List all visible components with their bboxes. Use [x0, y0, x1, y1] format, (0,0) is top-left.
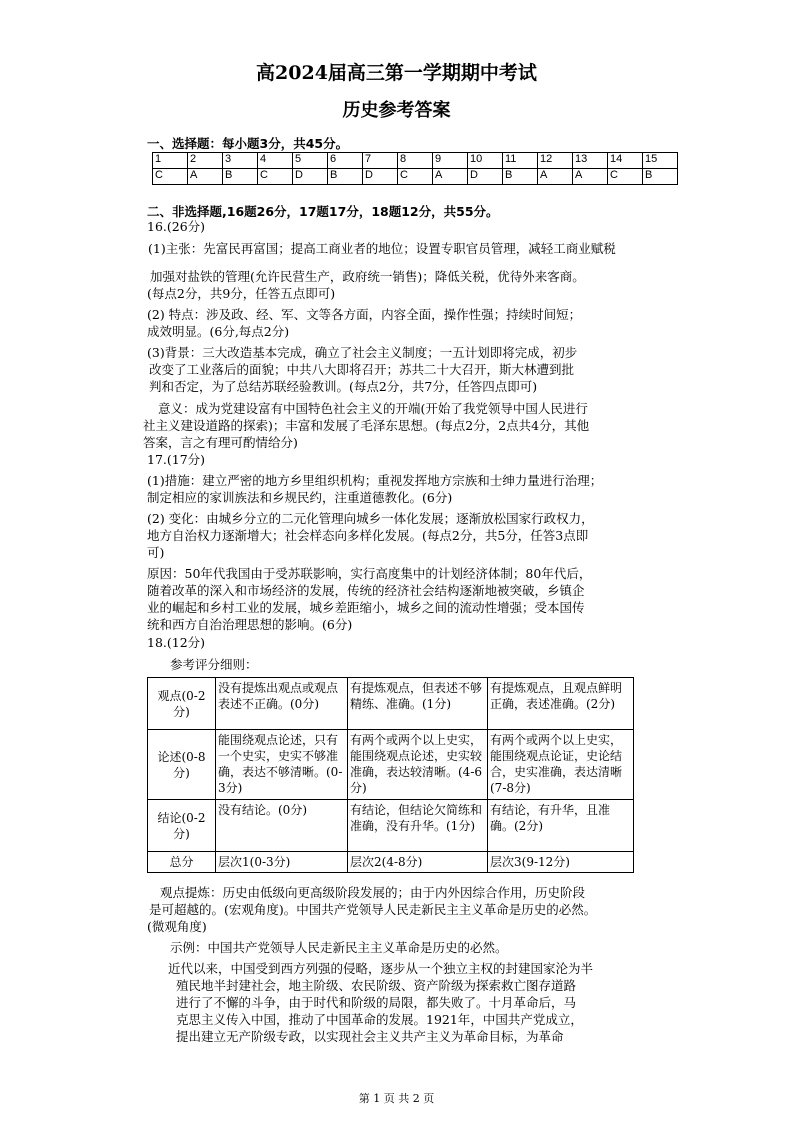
q16-line: (3)背景：三大改造基本完成，确立了社会主义制度；一五计划即将完成，初步: [147, 345, 578, 360]
q16-line: (每点2分，共9分，任答五点即可): [147, 286, 336, 301]
q18-line: 进行了不懈的斗争，由于时代和阶级的局限，都失败了。十月革命后，马: [176, 995, 577, 1010]
rubric-row-viewpoint: [148, 678, 634, 730]
q16-line: 成效明显。(6分,每点2分): [147, 324, 290, 339]
rubric-row-argument: [148, 730, 634, 800]
rubric-criterion: 观点(0-2分): [148, 678, 216, 730]
rubric-cell: 层次3(9-12分): [488, 852, 634, 873]
q16-line: 判和否定，为了总结苏联经验教训。(每点2分，共7分，任答四点即可): [149, 379, 538, 394]
exam-title: 高2024届高三第一学期期中考试: [256, 62, 537, 84]
q16-line: 答案，言之有理可酌情给分): [143, 435, 298, 450]
rubric-cell: 没有结论。(0分): [216, 800, 348, 852]
page-footer: 第 1 页 共 2 页: [358, 1092, 435, 1105]
q17-line: 原因：50年代我国由于受苏联影响，实行高度集中的计划经济体制；80年代后，: [147, 566, 592, 581]
mc-answer: C: [608, 169, 643, 185]
mc-answer: B: [643, 169, 678, 185]
q16-line: (2) 特点：涉及政、经、军、文等各方面，内容全面，操作性强；持续时间短；: [147, 307, 582, 322]
mc-answer: D: [363, 169, 398, 185]
rubric-criterion: 总分: [148, 852, 216, 873]
mc-answer: A: [433, 169, 468, 185]
mc-num: 7: [363, 153, 398, 169]
page-subtitle: 历史参考答案: [342, 100, 451, 121]
mc-answer: D: [293, 169, 328, 185]
mc-answer: B: [503, 169, 538, 185]
mc-answer: B: [328, 169, 363, 185]
q18-line: 殖民地半封建社会，地主阶级、农民阶级、资产阶级为探索救亡图存道路: [176, 978, 577, 993]
q17-line: 可): [147, 545, 165, 560]
q16-heading: 16.(26分): [147, 219, 206, 234]
mc-answer: C: [258, 169, 293, 185]
mc-num: 11: [503, 153, 538, 169]
mc-num: 6: [328, 153, 363, 169]
mc-answer: C: [398, 169, 433, 185]
q18-heading: 18.(12分): [147, 635, 206, 650]
mc-num: 4: [258, 153, 293, 169]
rubric-cell: 没有提炼出观点或观点表述不正确。(0分): [216, 678, 348, 730]
mc-num: 2: [188, 153, 223, 169]
rubric-title: 参考评分细则：: [170, 657, 258, 672]
mc-num: 12: [538, 153, 573, 169]
q18-line: (微观角度): [147, 919, 207, 934]
rubric-cell: 有提炼观点，且观点鲜明正确，表述准确。(2分): [488, 678, 634, 730]
q17-line: (1)措施：建立严密的地方乡里组织机构；重视发挥地方宗族和士绅力量进行治理；: [147, 473, 603, 488]
q17-line: (2) 变化：由城乡分立的二元化管理向城乡一体化发展；逐渐放松国家行政权力，: [147, 511, 594, 526]
q18-line: 是可超越的。(宏观角度)。中国共产党领导人民走新民主主义革命是历史的必然。: [149, 902, 597, 917]
q16-line: 意义：成为党建设富有中国特色社会主义的开端(开始了我党领导中国人民进行: [158, 401, 588, 416]
q18-line: 示例：中国共产党领导人民走新民主主义革命是历史的必然。: [170, 940, 508, 955]
mc-answer-row: [153, 169, 678, 185]
rubric-cell: 有提炼观点，但表述不够精练、准确。(1分): [348, 678, 488, 730]
mc-answer: A: [538, 169, 573, 185]
mc-num: 8: [398, 153, 433, 169]
rubric-cell: 有两个或两个以上史实，能围绕观点论证，史论结合，史实准确，表达清晰(7-8分): [488, 730, 634, 800]
q17-heading: 17.(17分): [147, 452, 206, 467]
rubric-cell: 有结论，有升华，且准确。(2分): [488, 800, 634, 852]
mc-num: 10: [468, 153, 503, 169]
q16-line: 社主义建设道路的探索)；丰富和发展了毛泽东思想。(每点2分，2点共4分，其他: [143, 418, 590, 433]
mc-num: 1: [153, 153, 188, 169]
q17-line: 统和西方自治治理思想的影响。(6分): [147, 617, 353, 632]
mc-num: 13: [573, 153, 608, 169]
rubric-table: [147, 677, 634, 873]
q18-line: 提出建立无产阶级专政，以实现社会主义共产主义为革命目标，为革命: [176, 1029, 564, 1044]
mc-num: 3: [223, 153, 258, 169]
rubric-cell: 层次1(0-3分): [216, 852, 348, 873]
rubric-cell: 有结论，但结论欠简练和准确，没有升华。(1分): [348, 800, 488, 852]
rubric-cell: 能围绕观点论述，只有一个史实，史实不够准确，表达不够清晰。(0-3分): [216, 730, 348, 800]
mc-num: 15: [643, 153, 678, 169]
q17-line: 地方自治权力逐渐增大；社会样态向多样化发展。(每点2分，共5分，任答3点即: [147, 528, 589, 543]
q17-line: 制定相应的家训族法和乡规民约，注重道德教化。(6分): [147, 490, 453, 505]
q16-line: (1)主张：先富民再富国；提高工商业者的地位；设置专职官员管理，减轻工商业赋税: [148, 241, 616, 256]
rubric-cell: 层次2(4-8分): [348, 852, 488, 873]
rubric-row-conclusion: [148, 800, 634, 852]
q17-line: 随着改革的深入和市场经济的发展，传统的经济社会结构逐渐地被突破，乡镇企: [147, 583, 585, 598]
q18-line: 近代以来，中国受到西方列强的侵略，逐步从一个独立主权的封建国家沦为半: [168, 961, 594, 976]
mc-answer: A: [188, 169, 223, 185]
q18-line: 克思主义传入中国，推动了中国革命的发展。1921年，中国共产党成立，: [176, 1012, 583, 1027]
mc-answer: D: [468, 169, 503, 185]
rubric-row-total: [148, 852, 634, 873]
mc-num: 14: [608, 153, 643, 169]
q17-line: 业的崛起和乡村工业的发展，城乡差距缩小，城乡之间的流动性增强；受本国传: [147, 600, 585, 615]
mc-number-row: [153, 153, 678, 169]
rubric-criterion: 论述(0-8分): [148, 730, 216, 800]
mc-answer: C: [153, 169, 188, 185]
mc-num: 9: [433, 153, 468, 169]
mc-answer: A: [573, 169, 608, 185]
q18-line: 观点提炼：历史由低级向更高级阶段发展的；由于内外因综合作用，历史阶段: [160, 885, 586, 900]
mc-answer: B: [223, 169, 258, 185]
mc-num: 5: [293, 153, 328, 169]
rubric-cell: 有两个或两个以上史实，能围绕观点论述，史实较准确，表达较清晰。(4-6分): [348, 730, 488, 800]
section-1-heading: 一、选择题：每小题3分，共45分。: [147, 136, 349, 151]
section-2-heading: 二、非选择题,16题26分，17题17分，18题12分，共55分。: [147, 204, 499, 219]
q16-line: 加强对盐铁的管理(允许民营生产，政府统一销售)；降低关税，优待外来客商。: [150, 269, 585, 284]
q16-line: 改变了工业落后的面貌；中共八大即将召开；苏共二十大召开，斯大林遭到批: [149, 362, 575, 377]
mc-answer-table: [152, 152, 678, 185]
rubric-criterion: 结论(0-2分): [148, 800, 216, 852]
